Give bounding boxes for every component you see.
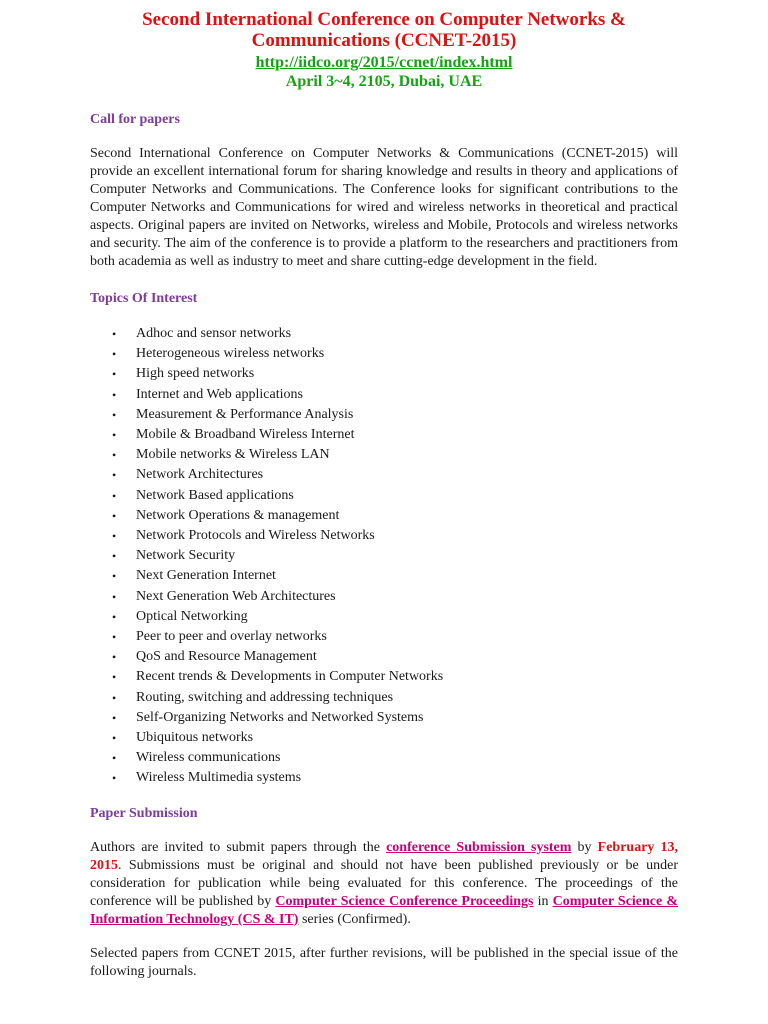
topic-item bbox=[90, 566, 678, 586]
paper-submission-heading: Paper Submission bbox=[90, 805, 198, 821]
topic-item bbox=[90, 587, 678, 607]
bullet-icon: • bbox=[112, 670, 117, 685]
topic-label: Next Generation Internet bbox=[136, 568, 276, 584]
bullet-icon: • bbox=[112, 529, 117, 544]
topic-label: Heterogeneous wireless networks bbox=[136, 346, 325, 362]
topic-label: Self-Organizing Networks and Networked Systems bbox=[136, 709, 424, 725]
bullet-icon: • bbox=[112, 589, 117, 604]
topic-label: Ubiquitous networks bbox=[136, 730, 254, 746]
topic-item bbox=[90, 324, 678, 344]
bullet-icon: • bbox=[112, 710, 117, 725]
call-for-papers-body: Second International Conference on Computer Networks & Communications (CCNET-2015) will provide an excellent international forum for sharing knowledge and results in theory and applications of Computer Networks and Communications. The Conference looks for significant contributions to the Computer Networks and Communications for wired and wireless networks in theoretical and practical aspects. Original papers are invited on Networks, wireless and Mobile, Protocols and wireless networks and security. The aim of the conference is to provide a platform to the researchers and practitioners from both academia as well as industry to meet and share cutting-edge development in the field. bbox=[90, 146, 678, 269]
topic-item bbox=[90, 607, 678, 627]
topic-item bbox=[90, 546, 678, 566]
topic-label: Recent trends & Developments in Computer Networks bbox=[136, 669, 444, 685]
topics-heading: Topics Of Interest bbox=[90, 291, 198, 306]
bullet-icon: • bbox=[112, 771, 117, 786]
topic-label: Network Protocols and Wireless Networks bbox=[136, 528, 375, 544]
call-for-papers-heading: Call for papers bbox=[90, 112, 180, 127]
submission-text-a: Authors are invited to submit papers through the bbox=[90, 839, 387, 855]
topic-item bbox=[90, 465, 678, 485]
topic-label: Adhoc and sensor networks bbox=[136, 326, 292, 341]
conference-url-link[interactable]: http://iidco.org/2015/ccnet/index.html bbox=[255, 54, 513, 71]
topic-item bbox=[90, 708, 678, 728]
submission-deadline: February 13, 2015 bbox=[90, 839, 679, 873]
document-page bbox=[90, 0, 678, 981]
topic-item bbox=[90, 667, 678, 687]
conference-title-line-2: Communications (CCNET-2015) bbox=[251, 30, 517, 51]
bullet-icon: • bbox=[112, 508, 117, 523]
bullet-icon: • bbox=[112, 690, 117, 705]
bullet-icon: • bbox=[112, 609, 117, 624]
topic-label: Network Operations & management bbox=[136, 507, 340, 523]
topic-item bbox=[90, 344, 678, 364]
topic-item bbox=[90, 526, 678, 546]
bullet-icon: • bbox=[112, 468, 117, 483]
submission-text-e: series (Confirmed). bbox=[298, 911, 411, 927]
bullet-icon: • bbox=[112, 327, 117, 341]
bullet-icon: • bbox=[112, 569, 117, 584]
topic-label: Mobile networks & Wireless LAN bbox=[136, 447, 330, 463]
topic-item bbox=[90, 425, 678, 445]
topic-label: Network Security bbox=[136, 548, 236, 564]
topic-item bbox=[90, 748, 678, 768]
topic-item bbox=[90, 506, 678, 526]
submission-text-b: by bbox=[571, 839, 598, 855]
series-link[interactable]: Computer Science & Information Technology (CS & IT) bbox=[90, 893, 678, 927]
topic-label: Routing, switching and addressing techniques bbox=[136, 689, 394, 705]
submission-system-link[interactable]: conference Submission system bbox=[386, 839, 572, 855]
submission-paragraph bbox=[90, 839, 678, 929]
bullet-icon: • bbox=[112, 630, 117, 645]
bullet-icon: • bbox=[112, 407, 117, 422]
topic-item bbox=[90, 364, 678, 384]
topic-item bbox=[90, 768, 678, 788]
conference-title bbox=[90, 9, 678, 51]
topic-label: High speed networks bbox=[136, 366, 255, 382]
bullet-icon: • bbox=[112, 488, 117, 503]
topic-label: QoS and Resource Management bbox=[136, 649, 317, 665]
topic-label: Wireless communications bbox=[136, 750, 281, 766]
bullet-icon: • bbox=[112, 367, 117, 382]
bullet-icon: • bbox=[112, 549, 117, 564]
topic-item bbox=[90, 405, 678, 425]
bullet-icon: • bbox=[112, 751, 117, 766]
topic-item bbox=[90, 647, 678, 667]
topic-label: Peer to peer and overlay networks bbox=[136, 629, 327, 645]
submission-text-d: in bbox=[533, 893, 553, 909]
selected-papers-paragraph: Selected papers from CCNET 2015, after further revisions, will be published in the special issue of the following journals. bbox=[90, 945, 678, 979]
topic-item bbox=[90, 445, 678, 465]
topic-item bbox=[90, 728, 678, 748]
bullet-icon: • bbox=[112, 650, 117, 665]
topic-label: Optical Networking bbox=[136, 608, 248, 624]
topic-item bbox=[90, 627, 678, 647]
topic-label: Network Architectures bbox=[136, 467, 264, 483]
conference-title-line-1: Second International Conference on Computer Networks & bbox=[142, 9, 626, 30]
bullet-icon: • bbox=[112, 448, 117, 463]
topic-item bbox=[90, 486, 678, 506]
topic-label: Internet and Web applications bbox=[136, 386, 303, 402]
topic-label: Measurement & Performance Analysis bbox=[136, 406, 354, 422]
conference-date-location: April 3~4, 2105, Dubai, UAE bbox=[285, 73, 483, 90]
topic-label: Wireless Multimedia systems bbox=[136, 770, 302, 786]
topics-list bbox=[90, 324, 678, 789]
submission-text-c: . Submissions must be original and should not have been published previously or be under consideration for publication while being evaluated for this conference. The proceedings of the conference will be published by bbox=[90, 857, 678, 909]
proceedings-link[interactable]: Computer Science Conference Proceedings bbox=[275, 893, 534, 909]
bullet-icon: • bbox=[112, 731, 117, 746]
bullet-icon: • bbox=[112, 387, 117, 402]
topic-item bbox=[90, 385, 678, 405]
topic-label: Network Based applications bbox=[136, 487, 294, 503]
bullet-icon: • bbox=[112, 347, 117, 362]
topic-label: Mobile & Broadband Wireless Internet bbox=[136, 427, 355, 443]
bullet-icon: • bbox=[112, 428, 117, 443]
topic-item bbox=[90, 688, 678, 708]
topic-label: Next Generation Web Architectures bbox=[136, 588, 336, 604]
